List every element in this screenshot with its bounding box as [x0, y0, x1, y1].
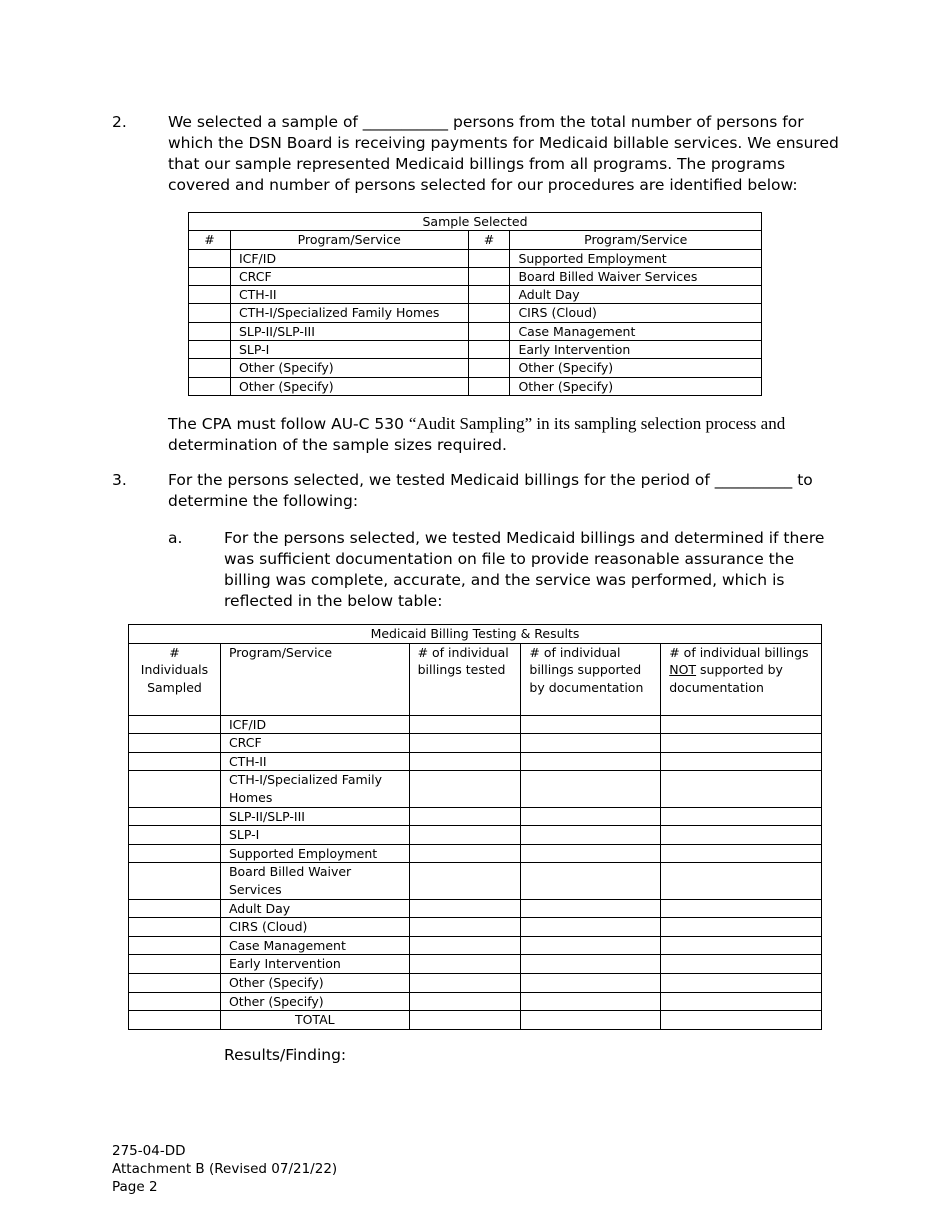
supported-cell[interactable] [521, 918, 661, 937]
table-row [129, 771, 822, 807]
not-supported-cell[interactable] [661, 992, 822, 1011]
individuals-cell[interactable] [129, 899, 221, 918]
count-cell[interactable] [189, 377, 231, 395]
billing-testing-table [128, 624, 822, 1030]
program-cell: Case Management [510, 322, 762, 340]
table-row [129, 973, 822, 992]
supported-cell[interactable] [521, 715, 661, 734]
program-cell: CIRS (Cloud) [510, 304, 762, 322]
count-cell[interactable] [468, 267, 510, 285]
program-cell: Supported Employment [510, 249, 762, 267]
sample-col-program-1: Program/Service [230, 231, 468, 249]
program-cell: SLP-I [230, 341, 468, 359]
not-supported-cell[interactable] [661, 826, 822, 845]
item-2-text: We selected a sample of ___________ persons from the total number of persons for which the DSN Board is receiving payments for Medicaid billable services. We ensured that our sample represented Medicaid billings from all programs. The programs covered and number of persons selected for our procedures are identified below: [168, 113, 839, 194]
program-cell: Case Management [220, 936, 409, 955]
program-cell: CTH-II [230, 286, 468, 304]
individuals-cell[interactable] [129, 807, 221, 826]
footer-page-number: Page 2 [112, 1179, 158, 1195]
table-row [189, 359, 762, 377]
count-cell[interactable] [468, 377, 510, 395]
item-2-number: 2. [112, 113, 127, 131]
tested-cell[interactable] [409, 899, 521, 918]
count-cell[interactable] [189, 304, 231, 322]
table-row [189, 377, 762, 395]
individuals-cell[interactable] [129, 992, 221, 1011]
tested-cell[interactable] [409, 771, 521, 807]
total-not-supported-cell[interactable] [661, 1011, 822, 1030]
sample-selected-table [188, 212, 762, 396]
page-footer [112, 1142, 337, 1196]
table-row [189, 249, 762, 267]
program-cell: SLP-II/SLP-III [220, 807, 409, 826]
table-row [129, 734, 822, 753]
program-cell: Early Intervention [220, 955, 409, 974]
program-cell: CIRS (Cloud) [220, 918, 409, 937]
table-row [189, 322, 762, 340]
header-not-supported [661, 643, 822, 715]
not-supported-cell[interactable] [661, 844, 822, 863]
count-cell[interactable] [468, 322, 510, 340]
count-cell[interactable] [189, 359, 231, 377]
not-supported-cell[interactable] [661, 973, 822, 992]
individuals-cell[interactable] [129, 715, 221, 734]
count-cell[interactable] [468, 286, 510, 304]
item-3-number: 3. [112, 471, 127, 489]
table-row [129, 936, 822, 955]
supported-cell[interactable] [521, 955, 661, 974]
not-supported-cell[interactable] [661, 752, 822, 771]
count-cell[interactable] [189, 322, 231, 340]
cpa-note [168, 413, 848, 456]
not-supported-cell[interactable] [661, 715, 822, 734]
program-cell: Adult Day [510, 286, 762, 304]
item-3a-text: For the persons selected, we tested Medicaid billings and determined if there was sufficient documentation on file to provide reasonable assurance the billing was complete, accurate, and the service was performed, which is reflected in the below table: [224, 529, 825, 610]
count-cell[interactable] [189, 286, 231, 304]
table-row [129, 844, 822, 863]
header-not-emphasis: NOT [669, 662, 697, 678]
cpa-note-prefix: The CPA must follow AU-C 530 [168, 415, 409, 433]
table-row [189, 267, 762, 285]
individuals-cell[interactable] [129, 955, 221, 974]
program-cell: CRCF [230, 267, 468, 285]
supported-cell[interactable] [521, 752, 661, 771]
supported-cell[interactable] [521, 863, 661, 899]
sample-table-title: Sample Selected [189, 213, 762, 231]
table-row [129, 918, 822, 937]
sample-col-program-2: Program/Service [510, 231, 762, 249]
program-cell: SLP-I [220, 826, 409, 845]
table-row [129, 715, 822, 734]
individuals-cell[interactable] [129, 752, 221, 771]
tested-cell[interactable] [409, 844, 521, 863]
header-individuals: # Individuals Sampled [129, 643, 221, 715]
results-finding-label: Results/Finding: [224, 1046, 347, 1064]
count-cell[interactable] [468, 341, 510, 359]
supported-cell[interactable] [521, 973, 661, 992]
table-row [129, 826, 822, 845]
total-tested-cell[interactable] [409, 1011, 521, 1030]
header-not-supported-post: supported by documentation [669, 662, 783, 695]
program-cell: Adult Day [220, 899, 409, 918]
program-cell: ICF/ID [220, 715, 409, 734]
tested-cell[interactable] [409, 715, 521, 734]
not-supported-cell[interactable] [661, 918, 822, 937]
supported-cell[interactable] [521, 734, 661, 753]
individuals-cell[interactable] [129, 918, 221, 937]
program-cell: CRCF [220, 734, 409, 753]
tested-cell[interactable] [409, 734, 521, 753]
program-cell: Other (Specify) [510, 359, 762, 377]
header-not-supported-pre: # of individual billings [669, 644, 809, 660]
table-row [189, 304, 762, 322]
footer-attachment: Attachment B (Revised 07/21/22) [112, 1161, 338, 1177]
program-cell: Other (Specify) [230, 359, 468, 377]
item-3a-letter: a. [168, 529, 183, 547]
count-cell[interactable] [189, 267, 231, 285]
total-supported-cell[interactable] [521, 1011, 661, 1030]
not-supported-cell[interactable] [661, 863, 822, 899]
supported-cell[interactable] [521, 936, 661, 955]
program-cell: CTH-II [220, 752, 409, 771]
individuals-cell[interactable] [129, 936, 221, 955]
count-cell[interactable] [468, 249, 510, 267]
table-row [129, 863, 822, 899]
individuals-cell[interactable] [129, 844, 221, 863]
tested-cell[interactable] [409, 807, 521, 826]
cpa-note-line2: determination of the sample sizes required. [168, 436, 507, 454]
individuals-cell[interactable] [129, 863, 221, 899]
table-row [129, 752, 822, 771]
program-cell: Supported Employment [220, 844, 409, 863]
table-row [129, 899, 822, 918]
item-3-text: For the persons selected, we tested Medicaid billings for the period of __________ to determine the following: [168, 471, 813, 510]
not-supported-cell[interactable] [661, 771, 822, 807]
sample-col-num-2: # [468, 231, 510, 249]
not-supported-cell[interactable] [661, 936, 822, 955]
individuals-cell[interactable] [129, 734, 221, 753]
tested-cell[interactable] [409, 863, 521, 899]
program-cell: SLP-II/SLP-III [230, 322, 468, 340]
table-row [189, 286, 762, 304]
tested-cell[interactable] [409, 936, 521, 955]
cpa-note-suffix: “Audit Sampling” in its sampling selection process and [408, 414, 786, 433]
count-cell[interactable] [468, 304, 510, 322]
tested-cell[interactable] [409, 992, 521, 1011]
footer-form-number: 275-04-DD [112, 1143, 186, 1159]
program-cell: CTH-I/Specialized Family Homes [230, 304, 468, 322]
program-cell: Other (Specify) [220, 973, 409, 992]
program-cell: Board Billed Waiver Services [510, 267, 762, 285]
program-cell: CTH-I/Specialized Family Homes [220, 771, 409, 807]
not-supported-cell[interactable] [661, 955, 822, 974]
supported-cell[interactable] [521, 899, 661, 918]
count-cell[interactable] [468, 359, 510, 377]
count-cell[interactable] [189, 249, 231, 267]
supported-cell[interactable] [521, 826, 661, 845]
tested-cell[interactable] [409, 918, 521, 937]
total-row [129, 1011, 822, 1030]
program-cell: Other (Specify) [220, 992, 409, 1011]
supported-cell[interactable] [521, 844, 661, 863]
supported-cell[interactable] [521, 807, 661, 826]
tested-cell[interactable] [409, 752, 521, 771]
tested-cell[interactable] [409, 955, 521, 974]
tested-cell[interactable] [409, 826, 521, 845]
individuals-cell[interactable] [129, 771, 221, 807]
total-label: TOTAL [220, 1011, 409, 1030]
table-row [129, 992, 822, 1011]
billing-table-title: Medicaid Billing Testing & Results [129, 625, 822, 644]
table-row [189, 341, 762, 359]
individuals-cell[interactable] [129, 826, 221, 845]
supported-cell[interactable] [521, 992, 661, 1011]
individuals-cell[interactable] [129, 973, 221, 992]
not-supported-cell[interactable] [661, 734, 822, 753]
program-cell: Early Intervention [510, 341, 762, 359]
program-cell: Other (Specify) [230, 377, 468, 395]
header-tested: # of individual billings tested [409, 643, 521, 715]
supported-cell[interactable] [521, 771, 661, 807]
program-cell: Board Billed Waiver Services [220, 863, 409, 899]
total-individuals-cell[interactable] [129, 1011, 221, 1030]
count-cell[interactable] [189, 341, 231, 359]
table-row [129, 807, 822, 826]
header-supported: # of individual billings supported by documentation [521, 643, 661, 715]
not-supported-cell[interactable] [661, 807, 822, 826]
header-program: Program/Service [220, 643, 409, 715]
not-supported-cell[interactable] [661, 899, 822, 918]
program-cell: Other (Specify) [510, 377, 762, 395]
sample-col-num-1: # [189, 231, 231, 249]
table-row [129, 955, 822, 974]
program-cell: ICF/ID [230, 249, 468, 267]
tested-cell[interactable] [409, 973, 521, 992]
